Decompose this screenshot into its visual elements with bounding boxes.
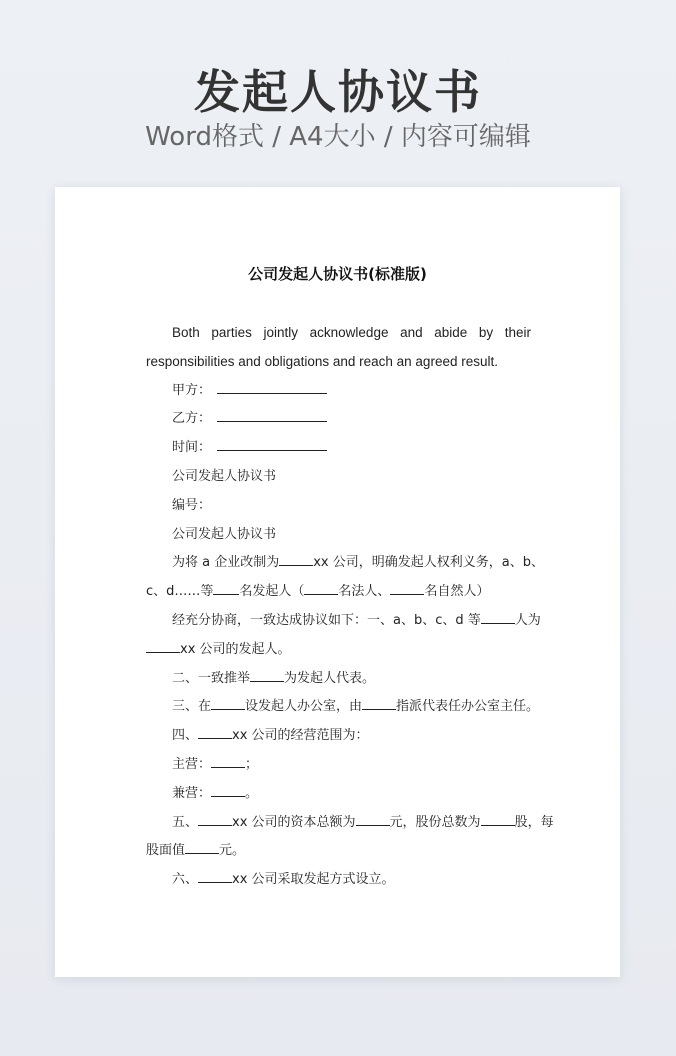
item5-text-f: 元。 — [219, 843, 246, 859]
item2-text-a: 二、一致推举 — [172, 670, 251, 686]
p1-text-d: 名发起人（ — [239, 584, 305, 600]
side-business-row — [146, 780, 531, 809]
item3-text-c: 指派代表任办公室主任。 — [396, 699, 540, 715]
main-business-blank[interactable] — [211, 754, 245, 768]
main-business-end: ； — [245, 756, 259, 772]
p1-text-c: c、d……等 — [146, 584, 214, 600]
p1-text-b: xx 公司，明确发起人权利义务，a、b、 — [313, 555, 544, 571]
item4-text-b: xx 公司的经营范围为： — [232, 728, 369, 744]
paragraph-2-line-2 — [146, 636, 531, 665]
party-b-label: 乙方： — [172, 411, 212, 427]
time-blank[interactable] — [217, 437, 327, 451]
item5-text-b: xx 公司的资本总额为 — [232, 814, 356, 830]
side-business-blank[interactable] — [211, 783, 245, 797]
blank[interactable] — [213, 581, 239, 595]
blank[interactable] — [356, 812, 390, 826]
document-title: 公司发起人协议书(标准版) — [248, 265, 427, 283]
item3-text-a: 三、在 — [172, 699, 212, 715]
blank[interactable] — [304, 581, 338, 595]
hero-subtitle: Word格式 / A4大小 / 内容可编辑 — [145, 122, 531, 152]
document-page — [55, 187, 620, 977]
item-6 — [146, 866, 531, 895]
item-5-line-1 — [146, 809, 554, 838]
blank[interactable] — [185, 840, 219, 854]
item-4 — [146, 722, 531, 751]
item5-text-a: 五、 — [172, 814, 199, 830]
party-b-row — [146, 405, 531, 434]
p2-text-a: 经充分协商，一致达成协议如下：一、a、b、c、d 等 — [172, 612, 481, 628]
main-business-row — [146, 751, 531, 780]
intro-line-1 — [146, 319, 531, 348]
paragraph-1-line-2 — [146, 578, 531, 607]
item6-text-b: xx 公司采取发起方式设立。 — [232, 872, 395, 888]
number-label: 编号： — [172, 497, 212, 513]
item-3 — [146, 693, 540, 722]
blank[interactable] — [198, 725, 232, 739]
heading-1: 公司发起人协议书 — [172, 468, 277, 484]
document-body — [146, 319, 554, 895]
p2-text-b: 人为 — [514, 612, 541, 628]
party-a-blank[interactable] — [217, 380, 327, 394]
blank[interactable] — [198, 812, 232, 826]
p1-text-e: 名法人、 — [338, 584, 391, 600]
item5-text-e: 股面值 — [146, 843, 186, 859]
intro-text-2: responsibilities and obligations and reach an agreed result. — [146, 353, 498, 369]
p1-text-a: 为将 a 企业改制为 — [172, 555, 280, 571]
item6-text-a: 六、 — [172, 872, 199, 888]
intro-text-1: Both parties jointly acknowledge and abide by their — [172, 325, 531, 340]
item4-text-a: 四、 — [172, 728, 199, 744]
item5-text-d: 股，每 — [514, 814, 554, 830]
blank[interactable] — [481, 812, 515, 826]
item-2 — [146, 665, 531, 694]
blank[interactable] — [362, 696, 396, 710]
item5-text-c: 元，股份总数为 — [389, 814, 481, 830]
blank[interactable] — [211, 696, 245, 710]
blank[interactable] — [390, 581, 424, 595]
time-row — [146, 434, 531, 463]
intro-line-2 — [146, 348, 531, 377]
party-b-blank[interactable] — [217, 408, 327, 422]
item2-text-b: 为发起人代表。 — [284, 670, 376, 686]
side-business-label: 兼营： — [172, 785, 212, 801]
party-a-label: 甲方： — [172, 382, 212, 398]
blank[interactable] — [279, 552, 313, 566]
item3-text-b: 设发起人办公室，由 — [245, 699, 363, 715]
main-business-label: 主营： — [172, 756, 212, 772]
hero-title: 发起人协议书 — [194, 65, 482, 119]
p1-text-f: 名自然人） — [424, 584, 490, 600]
blank[interactable] — [198, 869, 232, 883]
paragraph-1-line-1 — [146, 549, 544, 578]
paragraph-2-line-1 — [146, 607, 541, 636]
heading-2: 公司发起人协议书 — [172, 526, 277, 542]
blank[interactable] — [481, 610, 515, 624]
blank[interactable] — [146, 639, 180, 653]
time-label: 时间： — [172, 440, 212, 456]
p2-text-c: xx 公司的发起人。 — [180, 641, 291, 657]
blank[interactable] — [250, 668, 284, 682]
party-a-row — [146, 377, 531, 406]
side-business-end: 。 — [245, 785, 259, 801]
item-5-line-2 — [146, 837, 531, 866]
